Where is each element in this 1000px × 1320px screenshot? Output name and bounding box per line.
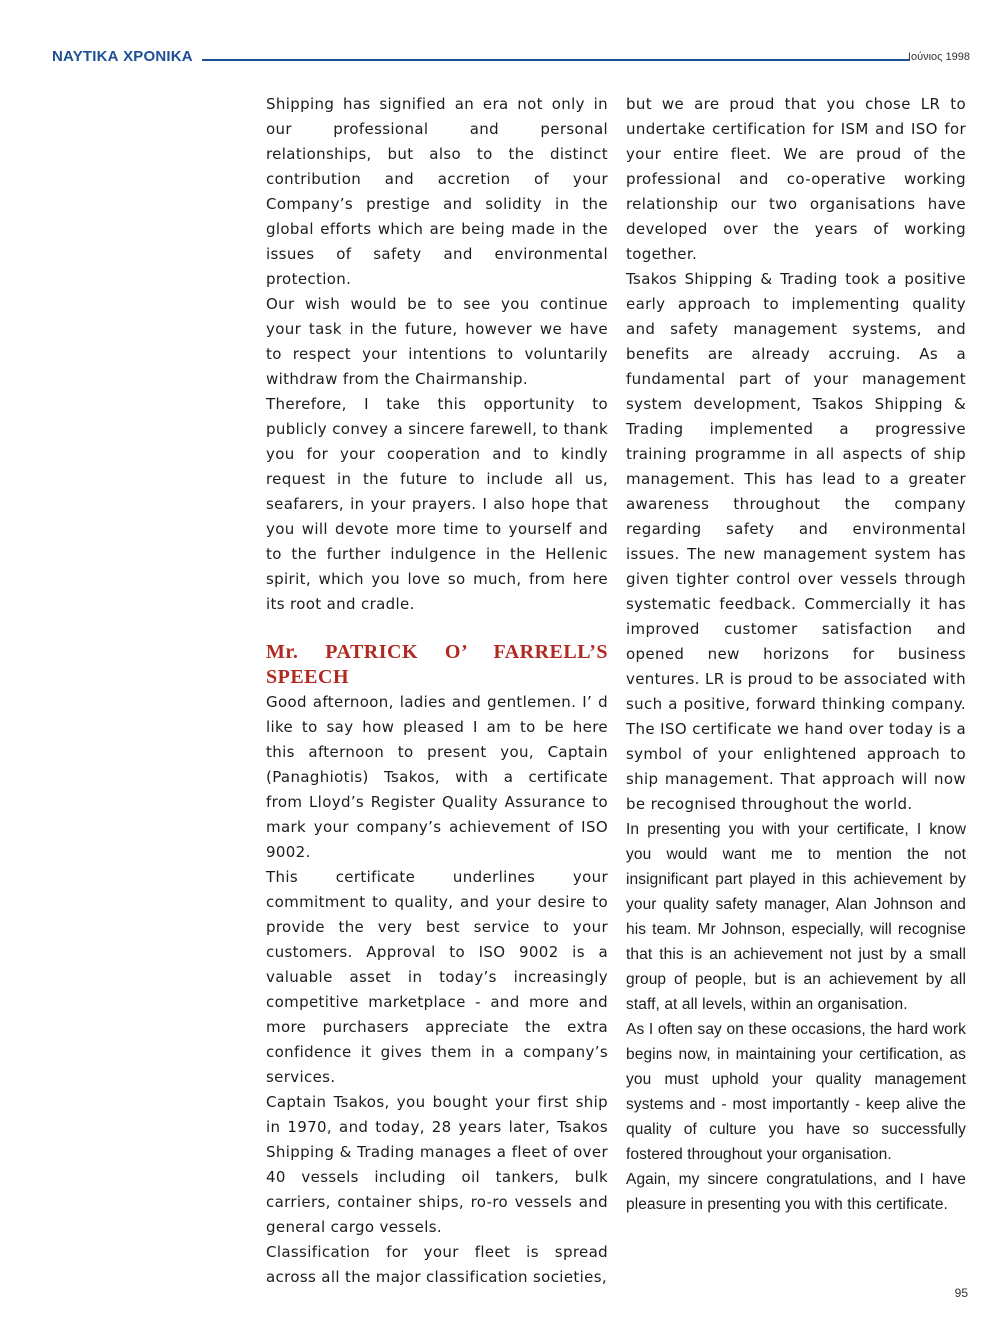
- article-paragraph: Shipping has signified an era not only in our professional and personal relationships, but also to the distinct contribution and accretion of your Company’s prestige and solidity in the global efforts which are being made in the issues of safety and environmental protection.: [266, 95, 608, 288]
- article-paragraph: Tsakos Shipping & Trading took a positive early approach to implementing quality and safety management systems, and benefits are already accruing. As a fundamental part of your management system development, Tsakos Shipping & Trading implemented a progressive training programme in all aspects of ship management. This has lead to a greater awareness throughout the company regarding safety and environmental issues. The new management system has given tighter control over vessels through systematic feedback. Commercially it has improved customer satisfaction and opened new horizons for business ventures. LR is proud to be associated with such a positive, forward thinking company. The ISO certificate we hand over today is a symbol of your enlightened approach to ship management. That approach will now be recognised throughout the world.: [626, 270, 966, 813]
- speech-paragraph: Classification for your fleet is spread across all the major classification societies,: [266, 1243, 608, 1286]
- article-paragraph: In presenting you with your certificate, I know you would want me to mention the not insignificant part played in this achievement by your quality safety manager, Alan Johnson and his team. Mr Johnson, especially, will recognise that this is an achievement not just by a small group of people, but is an achievement by all staff, at all levels, within an organisation.: [626, 821, 966, 1013]
- article-column-left: [266, 92, 608, 1290]
- issue-date: Ιούνιος 1998: [907, 51, 970, 63]
- speech-paragraph: This certificate underlines your commitment to quality, and your desire to provide the very best service to your customers. Approval to ISO 9002 is a valuable asset in today’s increasingly competitive marketplace - and more and more purchasers appreciate the extra confidence it gives them in a company’s services.: [266, 868, 608, 1086]
- speech-paragraph: Good afternoon, ladies and gentlemen. I’ d like to say how pleased I am to be here this afternoon to present you, Captain (Panaghiotis) Tsakos, with a certificate from Lloyd’s Register Quality Assurance to mark your company’s achievement of ISO 9002.: [266, 693, 608, 861]
- header-rule: [202, 59, 910, 61]
- section-spacer: [266, 617, 608, 637]
- speech-heading: Mr. PATRICK O’ FARRELL’S SPEECH: [266, 641, 608, 688]
- article-column-right: [626, 92, 966, 1217]
- page-number: 95: [954, 1286, 968, 1300]
- article-paragraph: As I often say on these occasions, the hard work begins now, in maintaining your certification, as you must uphold your quality management systems and - most importantly - keep alive the quality of culture you have so successfully fostered throughout your organisation.: [626, 1021, 966, 1163]
- article-paragraph: Again, my sincere congratulations, and I have pleasure in presenting you with this certificate.: [626, 1171, 966, 1213]
- speech-paragraph: Captain Tsakos, you bought your first ship in 1970, and today, 28 years later, Tsakos Shipping & Trading manages a fleet of over 40 vessels including oil tankers, bulk carriers, container ships, ro-ro vessels and general cargo vessels.: [266, 1093, 608, 1236]
- article-paragraph: Therefore, I take this opportunity to publicly convey a sincere farewell, to thank you for your cooperation and to kindly request in the future to include all us, seafarers, in your prayers. I also hope that you will devote more time to yourself and to the further indulgence in the Hellenic spirit, which you love so much, from here its root and cradle.: [266, 395, 608, 613]
- article-paragraph: Our wish would be to see you continue your task in the future, however we have to respect your intentions to voluntarily withdraw from the Chairmanship.: [266, 295, 608, 388]
- magazine-masthead: ΝΑΥΤΙΚΑ ΧΡΟΝΙΚΑ: [52, 48, 197, 65]
- page-header: [52, 48, 970, 70]
- article-paragraph: but we are proud that you chose LR to undertake certification for ISM and ISO for your entire fleet. We are proud of the professional and co-operative working relationship our two organisations have developed over the years of working together.: [626, 95, 966, 263]
